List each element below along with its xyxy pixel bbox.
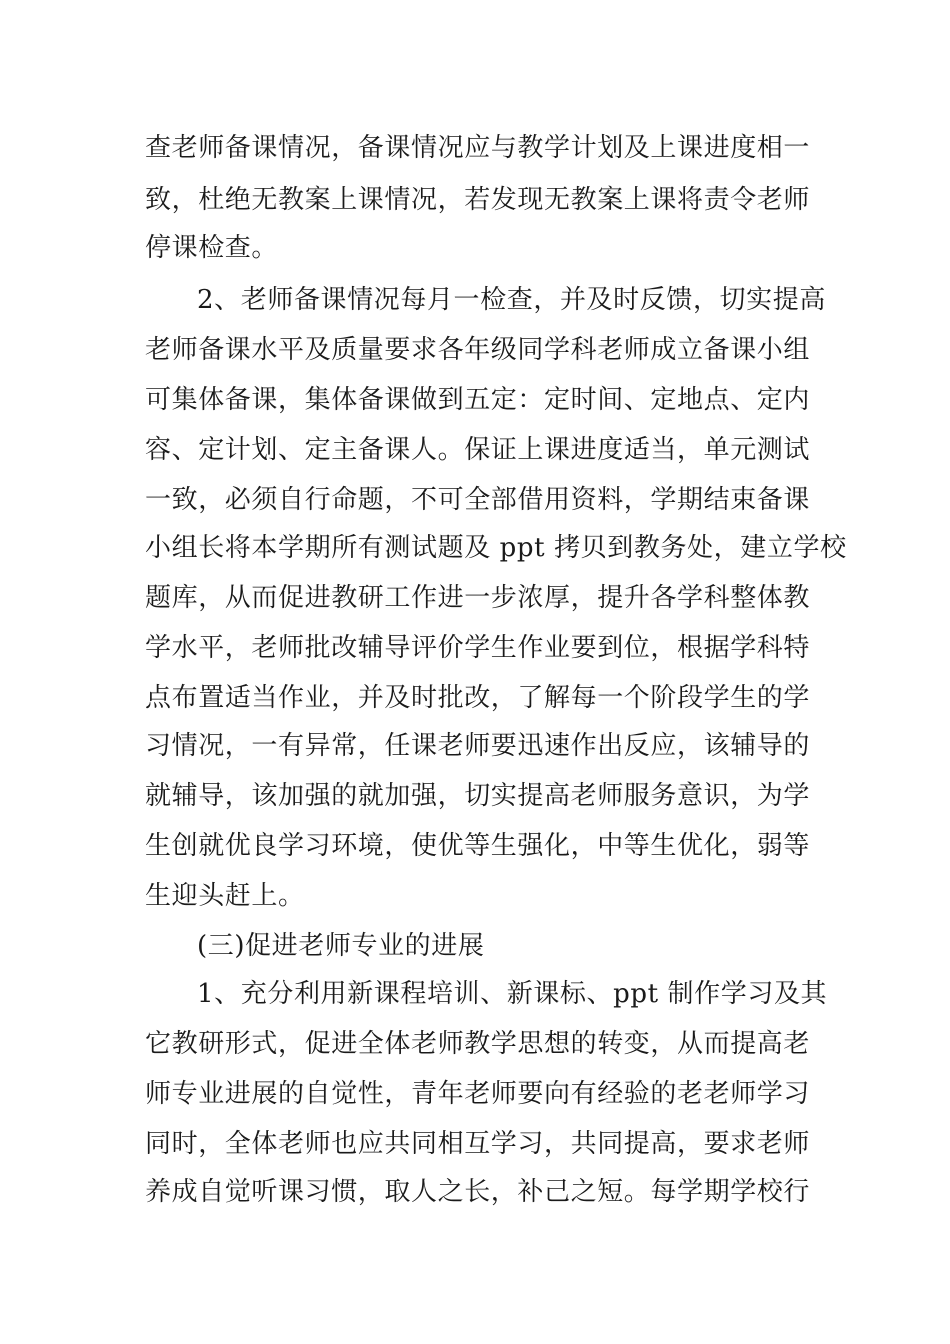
text-line: 查老师备课情况，备课情况应与教学计划及上课进度相一 [145, 133, 811, 163]
text-line: 养成自觉听课习惯，取人之长，补己之短。每学期学校行 [145, 1177, 811, 1207]
text-line: 师专业进展的自觉性，青年老师要向有经验的老老师学习 [145, 1079, 811, 1109]
text-line: 它教研形式，促进全体老师教学思想的转变，从而提高老 [145, 1029, 811, 1059]
text-line: 可集体备课，集体备课做到五定：定时间、定地点、定内 [145, 385, 811, 415]
section-heading: (三)促进老师专业的进展 [197, 931, 485, 961]
text-line: 致，杜绝无教案上课情况，若发现无教案上课将责令老师 [145, 185, 811, 215]
text-line: 小组长将本学期所有测试题及 ppt 拷贝到教务处，建立学校 [145, 533, 847, 563]
paragraph-start-line: 2、老师备课情况每月一检查，并及时反馈，切实提高 [197, 285, 826, 315]
text-line: 一致，必须自行命题，不可全部借用资料，学期结束备课 [145, 485, 811, 515]
text-line: 点布置适当作业，并及时批改，了解每一个阶段学生的学 [145, 683, 811, 713]
text-line: 习情况，一有异常，任课老师要迅速作出反应，该辅导的 [145, 731, 811, 761]
paragraph-start-line: 1、充分利用新课程培训、新课标、ppt 制作学习及其 [197, 979, 828, 1009]
text-line: 学水平，老师批改辅导评价学生作业要到位，根据学科特 [145, 633, 811, 663]
text-line: 容、定计划、定主备课人。保证上课进度适当，单元测试 [145, 435, 811, 465]
text-line: 停课检查。 [145, 233, 279, 263]
text-line: 生迎头赶上。 [145, 881, 305, 911]
text-line: 同时，全体老师也应共同相互学习，共同提高，要求老师 [145, 1129, 811, 1159]
text-line: 题库，从而促进教研工作进一步浓厚，提升各学科整体教 [145, 583, 811, 613]
text-line: 生创就优良学习环境，使优等生强化，中等生优化，弱等 [145, 831, 811, 861]
text-line: 就辅导，该加强的就加强，切实提高老师服务意识，为学 [145, 781, 811, 811]
text-line: 老师备课水平及质量要求各年级同学科老师成立备课小组 [145, 335, 811, 365]
